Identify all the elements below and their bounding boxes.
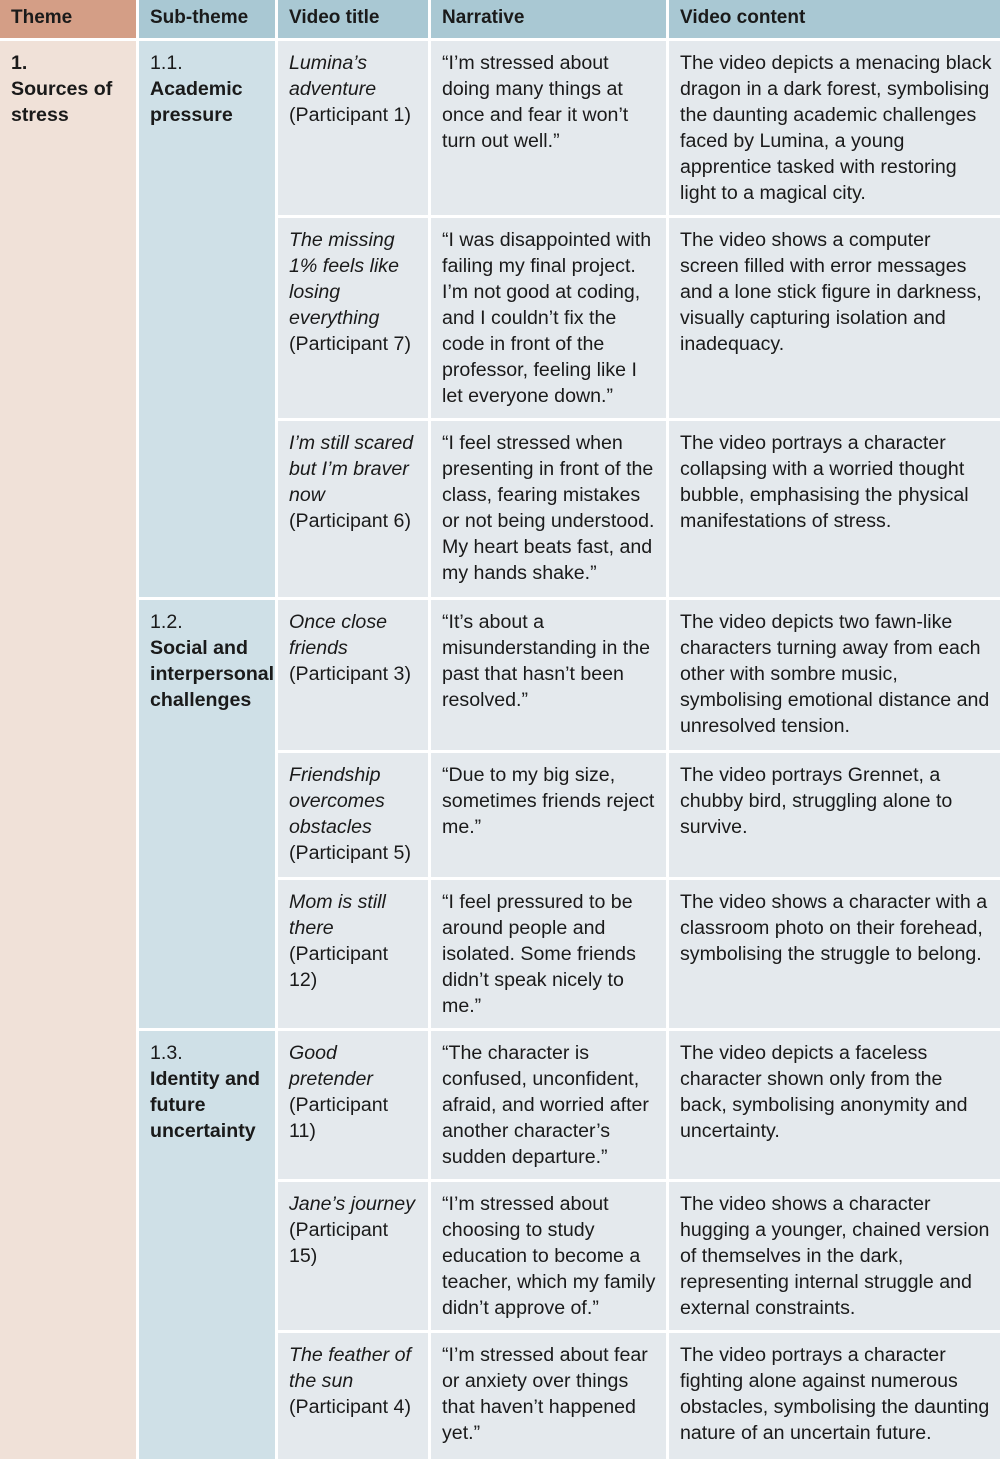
video-title: Lumina’s adventure [289, 52, 377, 100]
theme-cell [0, 41, 136, 1459]
subtheme-number: 1.3. [150, 1042, 183, 1064]
video-content-cell: The video portrays Grennet, a chubby bird, struggling alone to survive. [669, 753, 1000, 877]
subtheme-cell [139, 600, 275, 1028]
subtheme-name: Identity and future uncertainty [150, 1068, 260, 1142]
participant-label: (Participant 11) [289, 1094, 389, 1142]
video-title: I’m still scared but I’m braver now [289, 432, 414, 506]
theme-number: 1. [11, 52, 28, 74]
narrative-cell: “I’m stressed about fear or anxiety over things that haven’t happened yet.” [431, 1333, 666, 1459]
participant-label: (Participant 1) [289, 104, 411, 126]
video-content-cell: The video depicts two fawn-like characters turning away from each other with sombre music, symbolising emotional distance and unresolved tension. [669, 600, 1000, 750]
table-row [0, 1031, 1000, 1179]
header-subtheme: Sub-theme [139, 0, 275, 38]
video-content-cell: The video depicts a menacing black dragon in a dark forest, symbolising the daunting academic challenges faced by Lumina, a young apprentice tasked with restoring light to a magical city. [669, 41, 1000, 215]
video-title-cell [278, 421, 428, 597]
participant-label: (Participant 12) [289, 943, 389, 991]
narrative-cell: “I was disappointed with failing my final project. I’m not good at coding, and I couldn’t fix the code in front of the professor, feeling like I let everyone down.” [431, 218, 666, 418]
subtheme-name: Academic pressure [150, 78, 243, 126]
video-title-cell [278, 218, 428, 418]
video-title: The feather of the sun [289, 1344, 411, 1392]
video-title-cell [278, 1333, 428, 1459]
subtheme-cell [139, 1031, 275, 1459]
video-title: Once close friends [289, 611, 388, 659]
participant-label: (Participant 5) [289, 842, 411, 864]
narrative-cell: “I’m stressed about choosing to study education to become a teacher, which my family didn’t approve of.” [431, 1182, 666, 1330]
video-title-cell [278, 1031, 428, 1179]
video-title: Jane’s journey [289, 1193, 415, 1215]
video-content-cell: The video portrays a character collapsing with a worried thought bubble, emphasising the physical manifestations of stress. [669, 421, 1000, 597]
participant-label: (Participant 7) [289, 333, 411, 355]
header-theme: Theme [0, 0, 136, 38]
participant-label: (Participant 15) [289, 1219, 389, 1267]
video-content-cell: The video shows a computer screen filled with error messages and a lone stick figure in darkness, visually capturing isolation and inadequacy. [669, 218, 1000, 418]
participant-label: (Participant 3) [289, 663, 411, 685]
video-content-cell: The video portrays a character fighting alone against numerous obstacles, symbolising the daunting nature of an uncertain future. [669, 1333, 1000, 1459]
narrative-cell: “I feel pressured to be around people and isolated. Some friends didn’t speak nicely to me.” [431, 880, 666, 1028]
video-content-cell: The video shows a character hugging a younger, chained version of themselves in the dark, representing internal struggle and external constraints. [669, 1182, 1000, 1330]
video-title: Good pretender [289, 1042, 373, 1090]
narrative-cell: “I feel stressed when presenting in front of the class, fearing mistakes or not being understood. My heart beats fast, and my hands shake.” [431, 421, 666, 597]
narrative-cell: “The character is confused, unconfident, afraid, and worried after another character’s sudden departure.” [431, 1031, 666, 1179]
video-content-cell: The video depicts a faceless character shown only from the back, symbolising anonymity and uncertainty. [669, 1031, 1000, 1179]
narrative-cell: “It’s about a misunderstanding in the past that hasn’t been resolved.” [431, 600, 666, 750]
video-content-cell: The video shows a character with a classroom photo on their forehead, symbolising the struggle to belong. [669, 880, 1000, 1028]
video-title: Friendship overcomes obstacles [289, 764, 385, 838]
table-row [0, 600, 1000, 750]
table-row [0, 41, 1000, 215]
subtheme-number: 1.2. [150, 611, 183, 633]
video-title-cell [278, 753, 428, 877]
video-title-cell [278, 41, 428, 215]
video-title-cell [278, 600, 428, 750]
subtheme-number: 1.1. [150, 52, 183, 74]
video-title-cell [278, 1182, 428, 1330]
video-title-cell [278, 880, 428, 1028]
header-narrative: Narrative [431, 0, 666, 38]
video-title: The missing 1% feels like losing everything [289, 229, 399, 329]
narrative-cell: “Due to my big size, sometimes friends reject me.” [431, 753, 666, 877]
subtheme-name: Social and interpersonal challenges [150, 637, 275, 711]
header-video-title: Video title [278, 0, 428, 38]
theme-name: Sources of stress [11, 78, 113, 126]
header-video-content: Video content [669, 0, 1000, 38]
video-title: Mom is still there [289, 891, 386, 939]
participant-label: (Participant 6) [289, 510, 411, 532]
header-row [0, 0, 1000, 38]
subtheme-cell [139, 41, 275, 597]
participant-label: (Participant 4) [289, 1396, 411, 1418]
narrative-cell: “I’m stressed about doing many things at once and fear it won’t turn out well.” [431, 41, 666, 215]
